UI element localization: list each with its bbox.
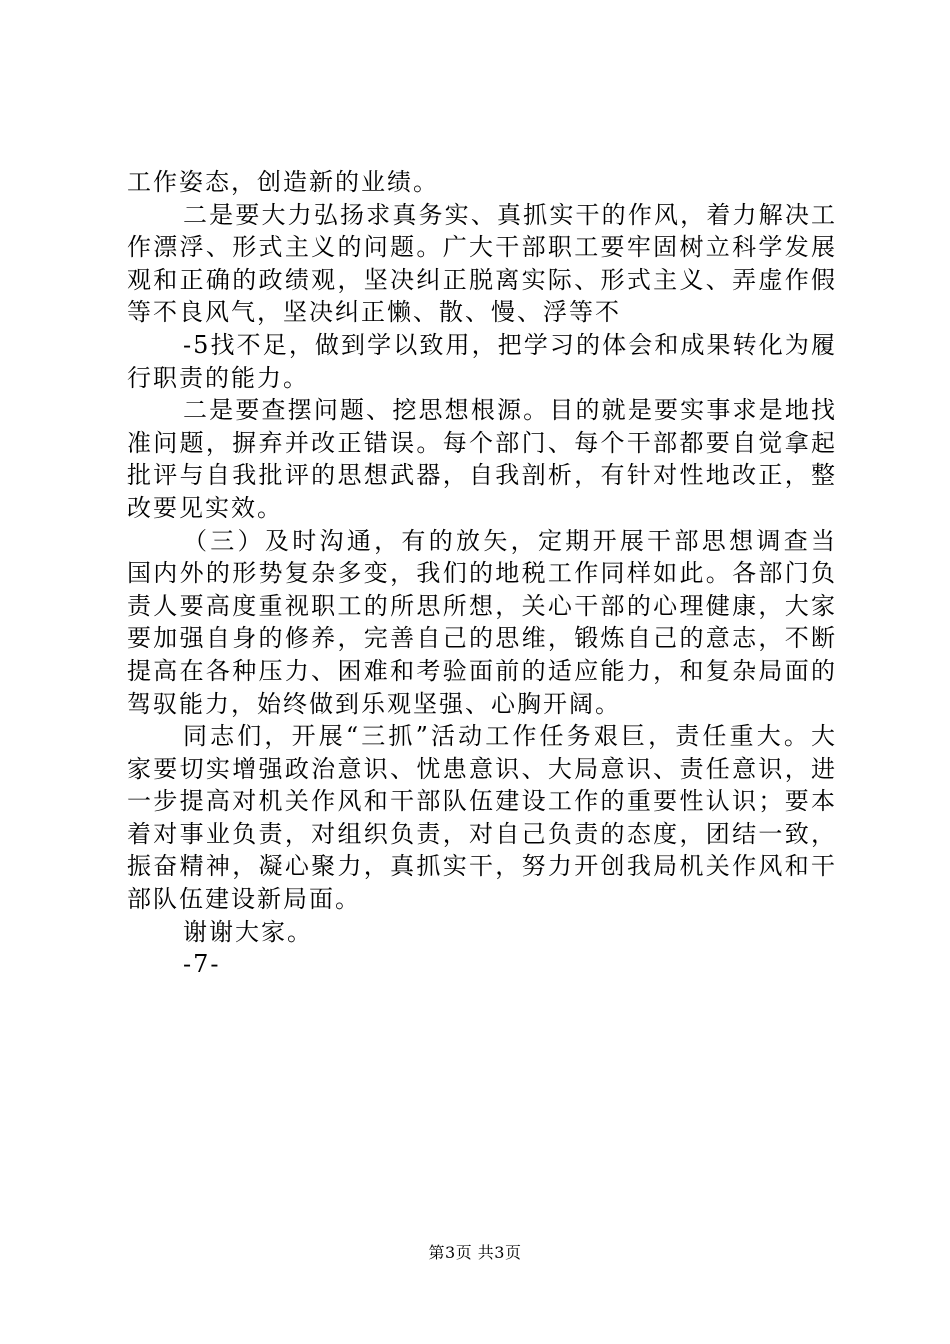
text-line: 改要见实效。 xyxy=(127,493,283,522)
text-line: 同志们，开展“三抓”活动工作任务艰巨，责任重大。大 xyxy=(183,722,837,751)
text-line: 工作姿态，创造新的业绩。 xyxy=(127,168,439,196)
document-body xyxy=(127,166,837,981)
text-line: 等不良风气，坚决纠正懒、散、慢、浮等不 xyxy=(127,298,621,327)
text-line: 一步提高对机关作风和干部队伍建设工作的重要性认识；要本 xyxy=(127,787,837,816)
page-footer xyxy=(0,1240,950,1263)
text-line: 家要切实增强政治意识、忧患意识、大局意识、责任意识，进 xyxy=(127,754,837,783)
text-line: 要加强自身的修养，完善自己的思维，锻炼自己的意志，不断 xyxy=(127,624,837,653)
text-line: （三）及时沟通，有的放矢，定期开展干部思想调查当 xyxy=(183,526,837,555)
text-line: 驾驭能力，始终做到乐观坚强、心胸开阔。 xyxy=(127,689,621,718)
text-line: 行职责的能力。 xyxy=(127,363,309,392)
text-line: 观和正确的政绩观，坚决纠正脱离实际、形式主义、弄虚作假 xyxy=(127,265,837,294)
text-line: 责人要高度重视职工的所思所想，关心干部的心理健康，大家 xyxy=(127,591,837,620)
page-number-marker: -7- xyxy=(183,950,221,979)
text-line: 准问题，摒弃并改正错误。每个部门、每个干部都要自觉拿起 xyxy=(127,428,837,457)
text-line: 作漂浮、形式主义的问题。广大干部职工要牢固树立科学发展 xyxy=(127,233,837,262)
text-line: 二是要查摆问题、挖思想根源。目的就是要实事求是地找 xyxy=(183,396,837,425)
page-count-label: 第3页 共3页 xyxy=(428,1243,522,1262)
text-line: 二是要大力弘扬求真务实、真抓实干的作风，着力解决工 xyxy=(183,200,837,229)
text-line: 振奋精神，凝心聚力，真抓实干，努力开创我局机关作风和干 xyxy=(127,852,837,881)
text-line: -5找不足，做到学以致用，把学习的体会和成果转化为履 xyxy=(183,330,837,359)
text-line: 批评与自我批评的思想武器，自我剖析，有针对性地改正，整 xyxy=(127,461,837,490)
text-line: 提高在各种压力、困难和考验面前的适应能力，和复杂局面的 xyxy=(127,656,837,685)
text-line: 谢谢大家。 xyxy=(183,917,313,946)
text-line: 着对事业负责，对组织负责，对自己负责的态度，团结一致， xyxy=(127,819,837,848)
text-line: 国内外的形势复杂多变，我们的地税工作同样如此。各部门负 xyxy=(127,559,837,588)
text-line: 部队伍建设新局面。 xyxy=(127,885,361,914)
